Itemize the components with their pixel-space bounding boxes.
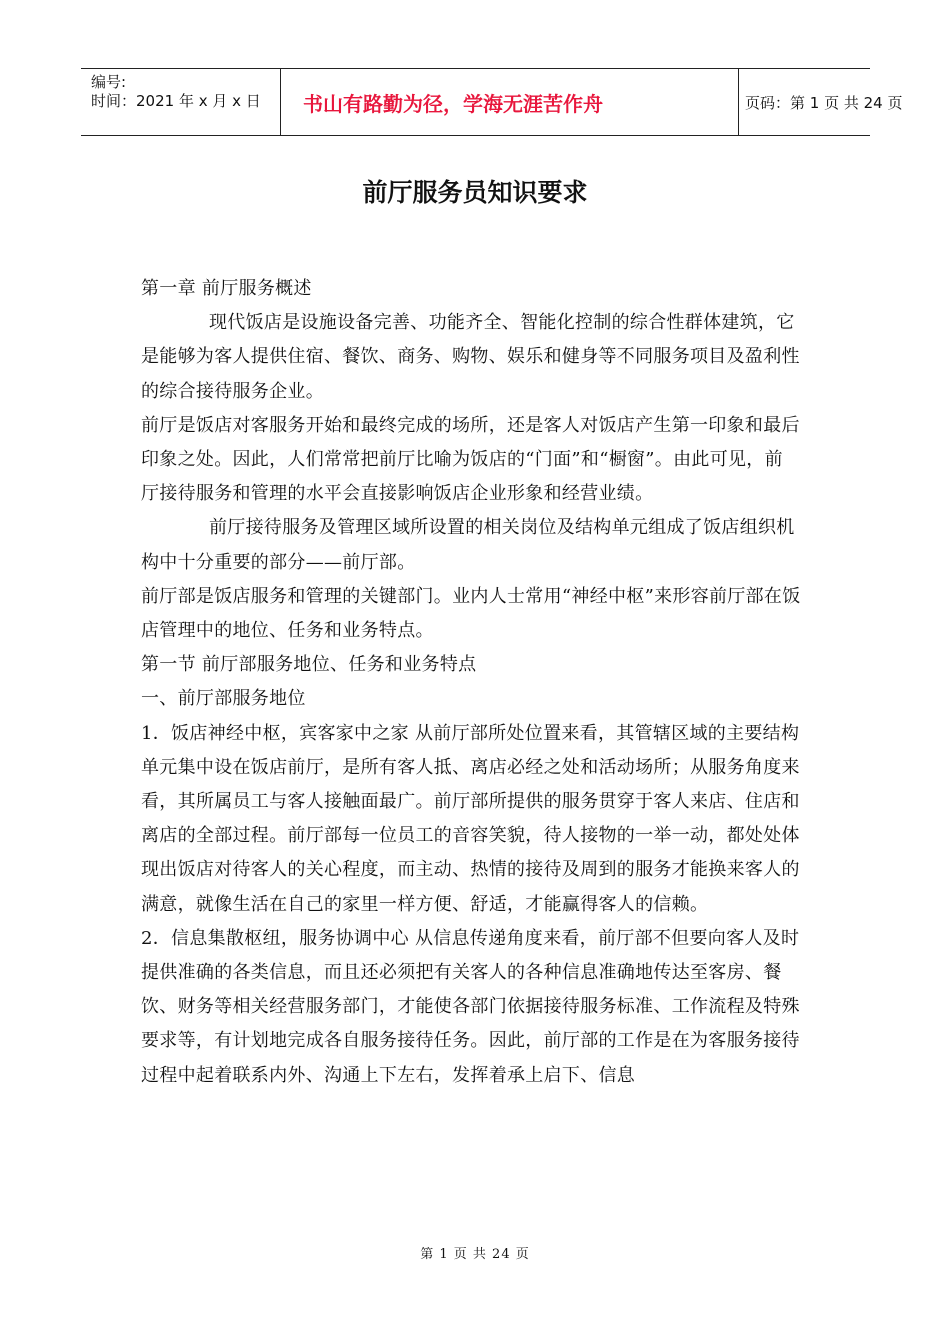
- subsection-heading: 一、前厅部服务地位: [141, 688, 306, 710]
- document-date: 时间：2021 年 x 月 x 日: [91, 92, 261, 110]
- paragraph: 前厅接待服务及管理区域所设置的相关岗位及结构单元组成了饭店组织机构中十分重要的部分——前厅部。: [141, 517, 795, 573]
- header-motto: 书山有路勤为径，学海无涯苦作舟: [303, 92, 603, 116]
- section-heading: 第一节 前厅部服务地位、任务和业务特点: [141, 654, 477, 676]
- paragraph: 前厅部是饭店服务和管理的关键部门。业内人士常用“神经中枢”来形容前厅部在饭店管理中的地位、任务和业务特点。: [141, 585, 801, 642]
- header-page-cell: [739, 69, 903, 135]
- header-page-code: 页码：第 1 页 共 24 页: [745, 94, 903, 112]
- chapter-heading: 第一章 前厅服务概述: [141, 278, 312, 299]
- header-meta-cell: [81, 69, 281, 135]
- paragraph: 前厅是饭店对客服务开始和最终完成的场所，还是客人对饭店产生第一印象和最后印象之处。因此，人们常常把前厅比喻为饭店的“门面”和“橱窗”。由此可见，前厅接待服务和管理的水平会直接影响饭店企业形象和经营业绩。: [141, 414, 800, 505]
- document-title: 前厅服务员知识要求: [362, 178, 588, 207]
- header-motto-cell: [281, 69, 739, 135]
- document-body: [141, 272, 801, 1093]
- document-header-table: [81, 68, 903, 136]
- paragraph: 1．饭店神经中枢，宾客家中之家 从前厅部所处位置来看，其管辖区域的主要结构单元集中设在饭店前厅，是所有客人抵、离店必经之处和活动场所；从服务角度来看，其所属员工与客人接触面最广。前厅部所提供的服务贯穿于客人来店、住店和离店的全部过程。前厅部每一位员工的音容笑貌，待人接物的一举一动，都处处体现出饭店对待客人的关心程度，而主动、热情的接待及周到的服务才能换来客人的满意，就像生活在自己的家里一样方便、舒适，才能赢得客人的信赖。: [141, 722, 800, 915]
- paragraph: 现代饭店是设施设备完善、功能齐全、智能化控制的综合性群体建筑，它是能够为客人提供住宿、餐饮、商务、购物、娱乐和健身等不同服务项目及盈利性的综合接待服务企业。: [141, 312, 800, 402]
- document-number-label: 编号:: [91, 73, 127, 91]
- page-footer: 第 1 页 共 24 页: [420, 1247, 530, 1262]
- paragraph: 2．信息集散枢纽，服务协调中心 从信息传递角度来看，前厅部不但要向客人及时提供准确的各类信息，而且还必须把有关客人的各种信息准确地传达至客房、餐饮、财务等相关经营服务部门，才能使各部门依据接待服务标准、工作流程及特殊要求等，有计划地完成各自服务接待任务。因此，前厅部的工作是在为客服务接待过程中起着联系内外、沟通上下左右，发挥着承上启下、信息: [141, 927, 800, 1086]
